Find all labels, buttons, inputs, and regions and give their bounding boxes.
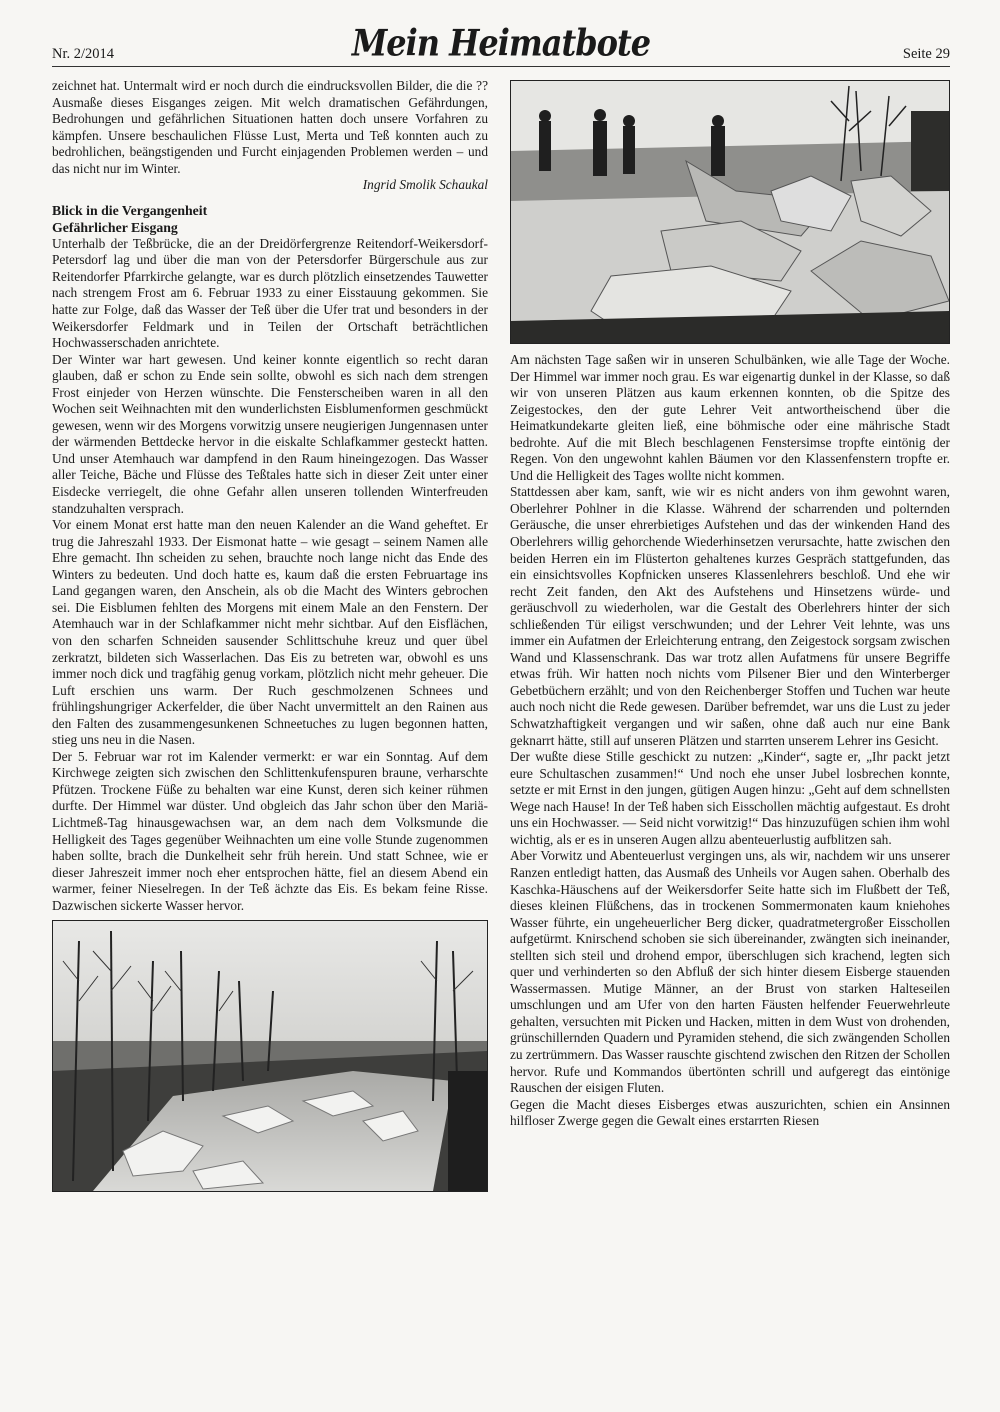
- river-ice-photo: [52, 920, 488, 1192]
- header-rule: [52, 66, 950, 67]
- article-paragraph: Der wußte diese Stille geschickt zu nutzen: „Kinder“, sagte er, „Ihr packt jetzt eure Schultaschen zusammen!“ Und noch ehe unser Jubel losbrechen konnte, setzte er mit Ernst in den jungen, gütigen Augen hinzu: „Geht auf dem schnellsten Wege nach Hause! In der Teß haben sich Eisschollen mächtig aufgestaut. Es droht uns ein Hochwasser. — Seid nicht vorwitzig!“ Das hinzuzufügen schien ihm wohl wichtig, als er es in unseren Augen allzu abenteuerlustig aufblitzen sah.: [510, 749, 950, 847]
- right-column: [510, 80, 950, 1130]
- article-paragraph: Vor einem Monat erst hatte man den neuen Kalender an die Wand geheftet. Er trug die Jahreszahl 1933. Der Eismonat hatte – wie gesagt – seinem Namen alle Ehre gemacht. Ihn scheiden zu sehen, brauchte noch lange nicht das Ende des Winters zu bedeuten. Und doch hatte es, kaum daß die ersten Februartage ins Land gegangen waren, den Anschein, als ob die Macht des Winters gebrochen sei. Die Eisblumen fehlten des Morgens mit einem Male an den Fenstern. Der Atemhauch war in der Schlafkammer nicht mehr sichtbar. Auf den Eisflächen, von den scharfen Schneiden sausender Schlittschuhe kreuz und quer übel zerkratzt, bildeten sich Wasserlachen. Das Eis zu betreten war, obwohl es uns immer noch dick und tragfähig genug vorkam, plötzlich nicht mehr geheuer. Die Luft erschien uns warm. Der Ruch geschmolzenen Schnees und frühlingshungriger Ackerfelder, die über Nacht unvermittelt an den Rainen aus den Falten des zusammengesunkenen Schneetuches zu lugen begonnen hatten, stieg uns neu in die Nasen.: [52, 517, 488, 748]
- article-paragraph: Der 5. Februar war rot im Kalender vermerkt: er war ein Sonntag. Auf dem Kirchwege zeigten sich zwischen den Schlittenkufenspuren braune, verharschte Pfützen. Trockene Füße zu behalten war eine Kunst, deren sich keiner rühmen durfte. Der Himmel war düster. Und obgleich das Jahr schon über den Mariä-Lichtmeß-Tag hinausgewachsen war, an dem nach dem Volksmunde die Helligkeit des Tages gegenüber Weihnachten um eine volle Stunde zugenommen haben sollte, brach die Dunkelheit sehr früh herein. Und statt Schnee, wie er dieser Jahreszeit immer noch eher entsprochen hätte, fiel an diesem Abend ein warmer, feiner Nieselregen. In der Teß ächzte das Eis. Es bekam feine Risse. Dazwischen sickerte Wasser hervor.: [52, 748, 488, 913]
- article-paragraph: Aber Vorwitz und Abenteuerlust vergingen uns, als wir, nachdem wir uns unserer Ranzen entledigt hatten, das Ausmaß des Unheils vor Augen sahen. Oberhalb des Kaschka-Häuschens auf der Weikersdorfer Seite hatte sich im Flußbett der Teß, dieses kleinen Flüßchens, das in trockenen Sommermonaten kaum kniehohes Wasser führte, ein ungeheuerlicher Berg dicker, quadratmetergroßer Eisschollen aufgetürmt. Knirschend schoben sie sich übereinander, zwängten sich ineinander, stellten sich steil und drohend empor, überschlugen sich krachend, legten sich quer und verhinderten so den Abfluß der sich hinter diesem Eisberge stauenden Wassermassen. Mutige Männer, an der Brust von starken Halteseilen umschlungen und am Ufer von den harten Fäusten helfender Feuerwehrleute gehalten, versuchten mit Picken und Hacken, mitten in dem Wust von drohenden, grünschillernden Quadern und Pyramiden stehend, die sich zwängenden Schollen zu zertrümmern. Das Wasser rauschte gischtend zwischen den Ritzen der Schollen hervor. Rufe und Kommandos übertönten schrill und aufgeregt das eintönige Rauschen der eisigen Fluten.: [510, 848, 950, 1096]
- issue-number: Nr. 2/2014: [52, 46, 115, 62]
- page-number: Seite 29: [902, 46, 950, 62]
- ice-blocks-illustration: [511, 81, 949, 343]
- masthead-title: Mein Heimatbote: [351, 21, 651, 65]
- article-kicker: Blick in die Vergangenheit: [52, 202, 208, 218]
- left-column: [52, 78, 488, 1192]
- river-ice-illustration: [53, 921, 487, 1191]
- article-paragraph: Am nächsten Tage saßen wir in unseren Schulbänken, wie alle Tage der Woche. Der Himmel war immer noch grau. Es war eigenartig dunkel in der Klasse, so daß wir von unseren Plätzen aus kaum erkennen konnten, ob die Spitze des Zeigestockes, den der gute Lehrer Veit antwortheischend über die Heimatkundekarte gleiten ließ, eine böhmische oder eine mährische Stadt bedrohte. Auf die mit Blech beschlagenen Fenstersimse tropfte eintönig der Regen. Von den ungewohnt kahlen Bäumen vor den Klassenfenstern tropfte er. Und die Helligkeit des Tages wollte nicht kommen.: [510, 352, 950, 483]
- article-paragraph: Gegen die Macht dieses Eisberges etwas auszurichten, schien ein Ansinnen hilfloser Zwerge gegen die Gewalt eines erstarrten Riesen: [510, 1096, 950, 1129]
- article-title: Gefährlicher Eisgang: [52, 219, 178, 235]
- author-signature: Ingrid Smolik Schaukal: [362, 177, 488, 193]
- intro-paragraph: zeichnet hat. Untermalt wird er noch durch die eindrucksvollen Bilder, die die ?? Ausmaße dieses Eisganges zeigen. Mit welch dramatischen Gefährdungen, Bedrohungen und gefährlichen Situationen hatten doch unsere Vorfahren zu kämpfen. Unsere beschaulichen Flüsse Lust, Merta und Teß konnten auch zu bedrohlichen, beängstigenden und Furcht einjagenden Problemen werden – und das nicht nur im Winter.: [52, 78, 488, 176]
- article-paragraph: Unterhalb der Teßbrücke, die an der Dreidörfergrenze Reitendorf-Weikersdorf-Petersdorf lag und über die man von der Petersdorfer Bürgerschule aus zur Reitendorfer Pfarrkirche gelangte, war es durch plötzlich einsetzendes Tauwetter nach strengem Frost am 6. Februar 1933 zu einer Eisstauung gekommen. Sie hatte zur Folge, daß das Wasser der Teß über die Ufer trat und besonders in der Weikersdorfer Feldmark und in Teilen der Ortschaft beträchtlichen Hochwasserschaden anrichtete.: [52, 235, 488, 351]
- article-paragraph: Stattdessen aber kam, sanft, wie wir es nicht anders von ihm gewohnt waren, Oberlehrer Pohlner in die Klasse. Während der scharrenden und polternden Geräusche, die unser ehrerbietiges Aufstehen und das der winkenden Hand des Oberlehrers willig gehorchende Wiederhinsetzen verursachte, hatte zwischen den beiden Herren ein im Flüsterton gehaltenes kurzes Gespräch stattgefunden, das ein einsichtsvolles Kopfnicken unseres Klassenlehrers beschloß. Und ehe wir recht Zeit fanden, den Akt des Aufstehens und Hinsetzens würde- und geräuschvoll zu wiederholen, war die Gestalt des Oberlehrers hinter der sich schließenden Tür eiligst verschwunden; und der Lehrer Veit lehnte, was uns immer ein Aufatmen der Erleichterung entrang, den Zeigestock sorgsam zwischen Wand und Klassenschrank. Das war trotz allen Aufatmens für unsere Begriffe etwas früh. Wir hatten noch nichts vom Pilsener Bier und den Winterberger Gebetbüchern erzählt; und von den Reichenberger Stoffen und Tuchen war heute auch noch nicht die Rede gewesen. Darüber befremdet, war uns die Lust zu jeder Schwatzhaftigkeit vergangen und wir saßen, ohne daß auch nur eine Bank geknarrt hätte, still auf unseren Plätzen und starrten unserem Lehrer ins Gesicht.: [510, 484, 950, 748]
- page-header: [52, 22, 950, 70]
- ice-blocks-photo: [510, 80, 950, 344]
- article-paragraph: Der Winter war hart gewesen. Und keiner konnte eigentlich so recht daran glauben, daß er schon zu Ende sein sollte, obwohl es sich nach dem strengen Frost einjeder von Herzen wünschte. Die Fensterscheiben waren in all den Wochen seit Weihnachten mit den wunderlichsten Eisblumenformen geschmückt gewesen, wenn wir des Morgens vorwitzig unsere neugierigen Jungennasen unter der wärmenden Bettdecke hervor in die eiskalte Schlafkammer gesteckt hatten. Und unser Atemhauch war dampfend in den Raum hineingezogen. Das Wasser aller Teiche, Bäche und Flüsse des Teßtales hatte sich in dieser Zeit unter einer Eisdecke verriegelt, die ohne Gefahr allen unseren tollenden Winterfreuden standzuhalten versprach.: [52, 351, 488, 516]
